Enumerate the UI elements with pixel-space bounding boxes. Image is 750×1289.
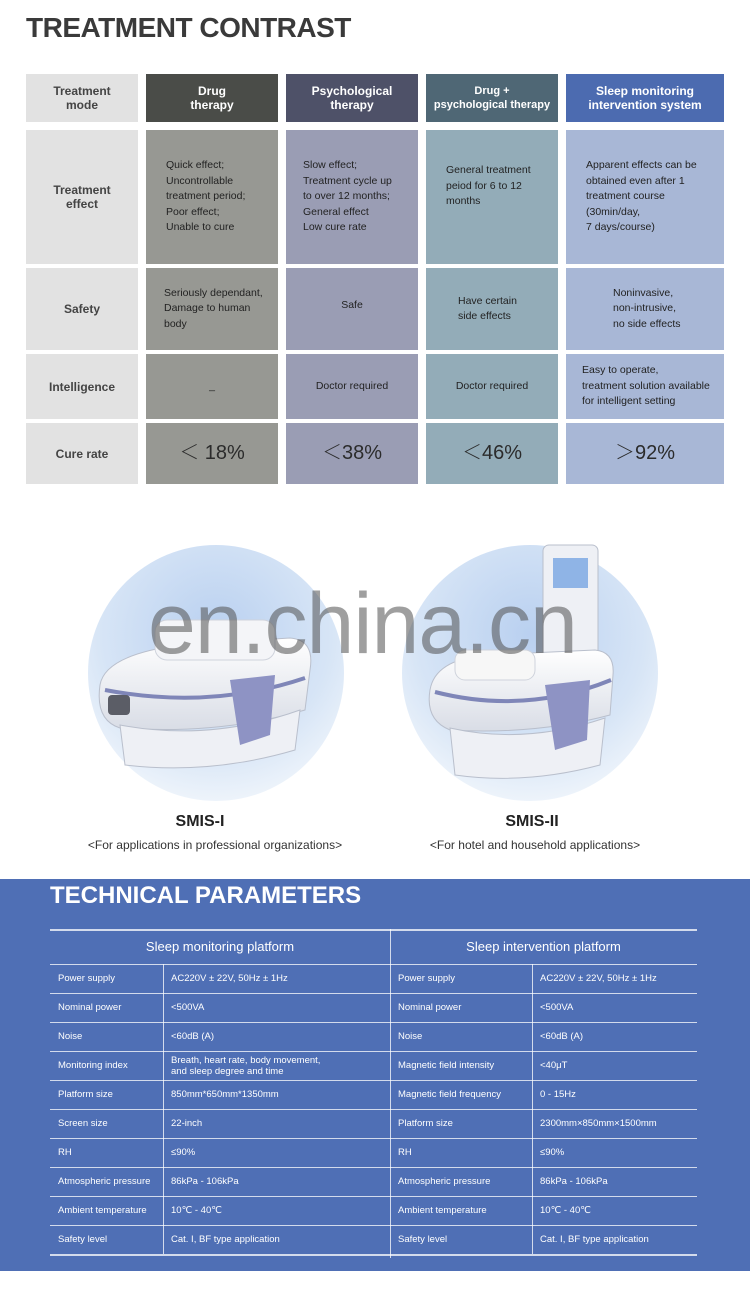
- row-label-safety: Safety: [26, 268, 138, 350]
- right-param-name: Nominal power: [398, 1002, 462, 1013]
- right-param-value: ≤90%: [540, 1147, 565, 1158]
- left-param-value: ≤90%: [171, 1147, 196, 1158]
- left-param-name: RH: [58, 1147, 72, 1158]
- right-param-value: 86kPa - 106kPa: [540, 1176, 608, 1187]
- left-param-value: 850mm*650mm*1350mm: [171, 1089, 279, 1100]
- cell-intel-drug: _: [146, 354, 278, 419]
- table-rule: [50, 1254, 697, 1256]
- left-param-value: Cat. I, BF type application: [171, 1234, 280, 1245]
- right-param-name: Power supply: [398, 973, 456, 984]
- cell-effect-psych: Slow effect; Treatment cycle up to over 12 months; General effect Low cure rate: [286, 130, 418, 264]
- watermark: en.china.cn: [148, 576, 577, 672]
- cell-intel-system: Easy to operate, treatment solution available for intelligent setting: [566, 354, 724, 419]
- right-param-name: Ambient temperature: [398, 1205, 487, 1216]
- column-header-combined: Drug + psychological therapy: [426, 74, 558, 122]
- cell-intel-psych: Doctor required: [286, 354, 418, 419]
- right-param-value: <40μT: [540, 1060, 568, 1071]
- product-subtitle-1: <For applications in professional organizations>: [87, 838, 343, 852]
- right-param-value: Cat. I, BF type application: [540, 1234, 649, 1245]
- left-param-name: Atmospheric pressure: [58, 1176, 151, 1187]
- right-param-name: RH: [398, 1147, 412, 1158]
- right-param-name: Magnetic field frequency: [398, 1089, 501, 1100]
- cell-intel-combined: Doctor required: [426, 354, 558, 419]
- product-subtitle-2: <For hotel and household applications>: [429, 838, 641, 852]
- right-param-value: 2300mm×850mm×1500mm: [540, 1118, 657, 1129]
- cell-effect-combined: General treatment peiod for 6 to 12 months: [426, 130, 558, 264]
- left-param-value: <60dB (A): [171, 1031, 215, 1042]
- cell-safety-drug: Seriously dependant, Damage to human body: [146, 268, 278, 350]
- left-param-name: Power supply: [58, 973, 116, 984]
- right-param-value: <500VA: [540, 1002, 574, 1013]
- cell-cure-psych: ＜38%: [286, 423, 418, 484]
- cell-effect-drug: Quick effect; Uncontrollable treatment period; Poor effect; Unable to cure: [146, 130, 278, 264]
- left-param-name: Platform size: [58, 1089, 113, 1100]
- left-param-value: Breath, heart rate, body movement, and sleep degree and time: [171, 1054, 321, 1077]
- left-param-name: Screen size: [58, 1118, 108, 1129]
- table-rule: [50, 929, 697, 931]
- left-param-value: 86kPa - 106kPa: [171, 1176, 239, 1187]
- cell-cure-combined: ＜46%: [426, 423, 558, 484]
- left-param-value: 10℃ - 40℃: [171, 1205, 222, 1216]
- left-param-name: Monitoring index: [58, 1060, 128, 1071]
- row-label-cure-rate: Cure rate: [26, 423, 138, 484]
- row-label-treatment-effect: Treatment effect: [26, 130, 138, 264]
- row-label-intelligence: Intelligence: [26, 354, 138, 419]
- cell-cure-system: ＞92%: [566, 423, 724, 484]
- left-param-value: 22-inch: [171, 1118, 203, 1129]
- right-param-name: Atmospheric pressure: [398, 1176, 491, 1187]
- left-param-name: Ambient temperature: [58, 1205, 147, 1216]
- cell-cure-drug: ＜ 18%: [146, 423, 278, 484]
- product-name-1: SMIS-I: [175, 813, 225, 830]
- cell-safety-psych: Safe: [286, 268, 418, 350]
- column-header-psychological: Psychological therapy: [286, 74, 418, 122]
- right-param-name: Magnetic field intensity: [398, 1060, 495, 1071]
- right-param-name: Platform size: [398, 1118, 453, 1129]
- cell-safety-combined: Have certain side effects: [426, 268, 558, 350]
- left-param-name: Safety level: [58, 1234, 108, 1245]
- left-param-name: Noise: [58, 1031, 83, 1042]
- column-header-sleep-system: Sleep monitoring intervention system: [566, 74, 724, 122]
- left-param-value: <500VA: [171, 1002, 205, 1013]
- right-param-value: <60dB (A): [540, 1031, 584, 1042]
- right-param-value: 10℃ - 40℃: [540, 1205, 591, 1216]
- corner-header: Treatment mode: [26, 74, 138, 122]
- left-param-name: Nominal power: [58, 1002, 122, 1013]
- left-table-header: Sleep monitoring platform: [145, 939, 295, 954]
- right-param-value: AC220V ± 22V, 50Hz ± 1Hz: [540, 973, 657, 984]
- cell-effect-system: Apparent effects can be obtained even after 1 treatment course (30min/day, 7 days/course): [566, 130, 724, 264]
- cell-safety-system: Noninvasive, non-intrusive, no side effects: [566, 268, 724, 350]
- right-param-name: Safety level: [398, 1234, 448, 1245]
- column-header-drug: Drug therapy: [146, 74, 278, 122]
- left-param-value: AC220V ± 22V, 50Hz ± 1Hz: [171, 973, 288, 984]
- tech-params-title: TECHNICAL PARAMETERS: [50, 882, 362, 909]
- page-title: TREATMENT CONTRAST: [26, 12, 351, 43]
- product-name-2: SMIS-II: [505, 813, 559, 830]
- right-param-value: 0 - 15Hz: [540, 1089, 576, 1100]
- right-param-name: Noise: [398, 1031, 423, 1042]
- right-table-header: Sleep intervention platform: [466, 939, 621, 954]
